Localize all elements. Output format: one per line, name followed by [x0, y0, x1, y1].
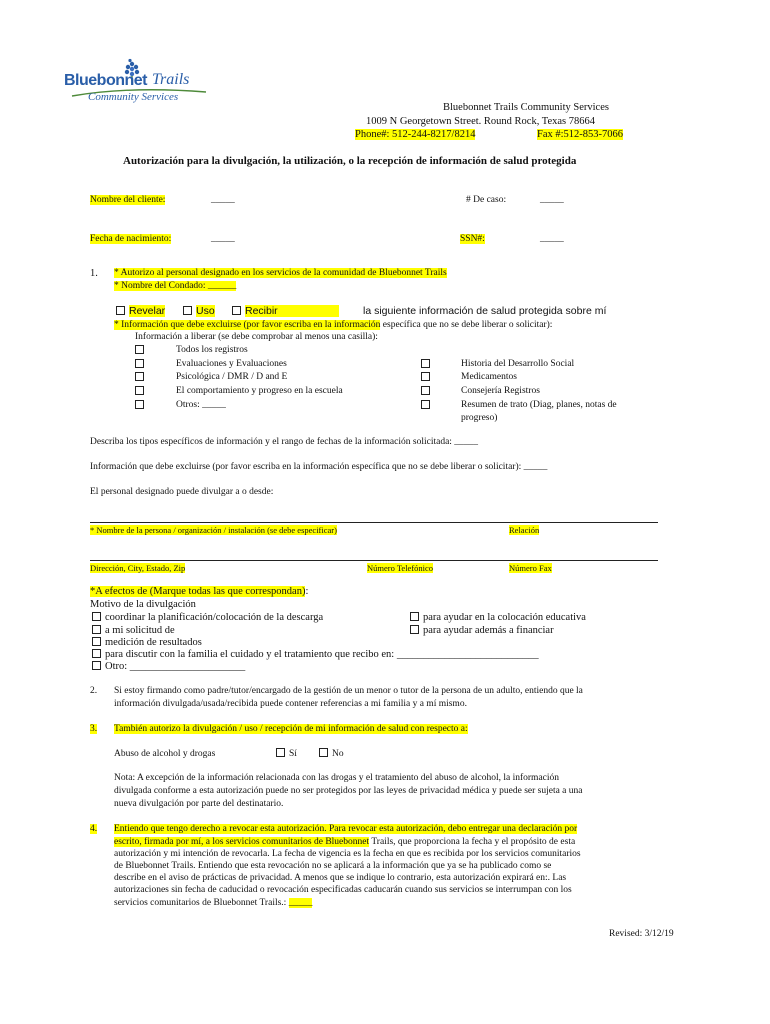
divider — [90, 560, 658, 561]
release-item-label[interactable]: Otros: _____ — [176, 400, 226, 410]
purpose-item-label: coordinar la planificación/colocación de la descarga — [105, 612, 324, 623]
uso-checkbox[interactable] — [183, 306, 192, 315]
release-item-label: Consejería Registros — [461, 386, 540, 396]
checkbox[interactable] — [410, 612, 419, 621]
checkbox[interactable] — [135, 345, 144, 354]
list-item[interactable] — [92, 625, 175, 636]
case-number-field[interactable]: _____ — [540, 195, 564, 205]
si-option[interactable] — [276, 748, 297, 759]
revelar-checkbox[interactable] — [116, 306, 125, 315]
checkbox[interactable] — [135, 386, 144, 395]
list-item[interactable] — [135, 400, 148, 411]
purpose-item-label: medición de resultados — [105, 637, 202, 648]
uso-label: Uso — [196, 305, 215, 317]
list-item[interactable] — [421, 386, 434, 397]
list-item[interactable] — [135, 359, 148, 370]
section-4-line: autorización y mi intención de revocarla. La fecha de vigencia es la fecha en que es recibida por los servicios comunitarios — [114, 849, 581, 859]
person-name-label: * Nombre de la persona / organización / instalación (se debe especificar) — [90, 525, 337, 535]
section-4-line: de Bluebonnet Trails. Entiendo que esta revocación no se aplicará a la información que ya se ha publicado como se — [114, 861, 552, 871]
section-2-number: 2. — [90, 686, 98, 696]
release-item-label: Todos los registros — [176, 345, 248, 355]
dob-field[interactable]: _____ — [211, 234, 235, 244]
org-phone: Phone#: 512-244-8217/8214 — [355, 129, 476, 140]
purpose-item-label[interactable]: Otro: ______________________ — [105, 661, 246, 672]
exclude-info-rest: específica que no se debe liberar o solicitar): — [380, 320, 553, 330]
section-4-line: autorizaciones sin fecha de caducidad o revocación especificadas caducarán cuando sus servicios se interrumpan con los — [114, 885, 572, 895]
note-line: nueva divulgación por parte del destinatario. — [114, 799, 284, 809]
release-item-label-cont: progreso) — [461, 413, 498, 423]
section-4-line: describe en el aviso de prácticas de privacidad. A menos que se indique lo contrario, esta autorización expirará en:. Las — [114, 873, 567, 883]
describe-info-line[interactable]: Describa los tipos específicos de información y el rango de fechas de la información solicitada: _____ — [90, 437, 479, 447]
section-4-highlight: escrito, firmada por mí, a los servicios comunitarios de Bluebonnet — [114, 837, 370, 847]
exclude-info-field[interactable]: Información que debe excluirse (por favor escriba en la información específica que no se debe liberar o solicitar): _____ — [90, 462, 548, 472]
section-4-line — [114, 837, 575, 847]
client-name-label: Nombre del cliente: — [90, 195, 166, 205]
dob-label: Fecha de nacimiento: — [90, 234, 172, 244]
purpose-item-label: a mi solicitud de — [105, 625, 175, 636]
list-item[interactable] — [92, 637, 202, 648]
list-item[interactable] — [92, 612, 323, 623]
checkbox[interactable] — [421, 400, 430, 409]
exclude-info-line — [114, 320, 552, 330]
release-item-label: El comportamiento y progreso en la escuela — [176, 386, 343, 396]
recibir-checkbox[interactable] — [232, 306, 241, 315]
org-name: Bluebonnet Trails Community Services — [443, 102, 609, 113]
purpose-item-label: para ayudar en la colocación educativa — [423, 612, 586, 623]
phone-label: Número Telefónico — [367, 563, 434, 573]
release-item-label: Evaluaciones y Evaluaciones — [176, 359, 287, 369]
release-item-label: Psicológica / DMR / D and E — [176, 372, 288, 382]
list-item[interactable] — [135, 386, 148, 397]
section-1-number: 1. — [90, 268, 98, 279]
divider — [90, 522, 658, 523]
section-3-text: También autorizo la divulgación / uso / recepción de mi información de salud con respecto a: — [114, 724, 468, 734]
personnel-line: El personal designado puede divulgar a o desde: — [90, 487, 274, 497]
relation-label: Relación — [509, 525, 540, 535]
purpose-motive: Motivo de la divulgación — [90, 599, 196, 610]
section-4-number: 4. — [90, 824, 98, 834]
section-3-number: 3. — [90, 724, 98, 734]
list-item[interactable] — [92, 649, 539, 660]
purpose-heading-colon: : — [305, 586, 309, 597]
note-line: Nota: A excepción de la información relacionada con las drogas y el tratamiento del abuso de alcohol, la información — [114, 773, 560, 783]
exclude-info-highlight: * Información que debe excluirse (por favor escriba en la información — [114, 320, 381, 330]
purpose-heading — [90, 586, 308, 597]
ssn-label: SSN#: — [460, 234, 485, 244]
logo — [64, 58, 214, 106]
county-line[interactable]: * Nombre del Condado: ______ — [114, 281, 237, 291]
address-label: Dirección, City, Estado, Zip — [90, 563, 186, 573]
list-item[interactable] — [421, 400, 434, 411]
abuse-label: Abuso de alcohol y drogas — [114, 749, 216, 759]
section-4-line: Entiendo que tengo derecho a revocar esta autorización. Para revocar esta autorización, debo entregar una declaración por — [114, 824, 578, 834]
section-4-last-text: servicios comunitarios de Bluebonnet Trails.: — [114, 898, 287, 908]
case-number-label: # De caso: — [466, 195, 507, 205]
list-item[interactable] — [135, 345, 148, 356]
no-label: No — [332, 749, 344, 759]
checkbox[interactable] — [135, 372, 144, 381]
checkbox[interactable] — [135, 359, 144, 368]
purpose-item-label: para ayudar además a financiar — [423, 625, 554, 636]
logo-name-bluebonnet: Bluebonnet — [64, 72, 147, 89]
section-4-line — [114, 898, 312, 908]
list-item[interactable] — [410, 625, 554, 636]
authorize-line: * Autorizo al personal designado en los servicios de la comunidad de Bluebonnet Trails — [114, 268, 447, 278]
recibir-label: Recibir — [245, 305, 278, 317]
si-checkbox[interactable] — [276, 748, 285, 757]
fax-label: Número Fax — [509, 563, 552, 573]
section-4-rest: Trails, que proporciona la fecha y el propósito de esta — [369, 837, 576, 847]
checkbox[interactable] — [421, 386, 430, 395]
uso-option[interactable] — [183, 305, 215, 317]
purpose-item-label[interactable]: para discutir con la familia el cuidado y el tratamiento que recibo en: ___________________________ — [105, 649, 539, 660]
revelar-option[interactable] — [116, 305, 165, 317]
checkbox[interactable] — [421, 372, 430, 381]
org-fax: Fax #:512-853-7066 — [537, 129, 624, 140]
purpose-heading-text: *A efectos de (Marque todas las que correspondan) — [90, 586, 306, 597]
list-item[interactable] — [410, 612, 586, 623]
following-info-text: la siguiente información de salud protegida sobre mí — [363, 305, 607, 317]
revised-date: Revised: 3/12/19 — [609, 929, 674, 939]
logo-name-trails: Trails — [152, 71, 190, 88]
checkbox[interactable] — [92, 649, 101, 658]
si-label: Sí — [289, 749, 297, 759]
checkbox[interactable] — [421, 359, 430, 368]
revelar-label: Revelar — [129, 305, 166, 317]
client-name-field[interactable]: _____ — [211, 195, 235, 205]
checkbox[interactable] — [410, 625, 419, 634]
logo-subtitle: Community Services — [88, 91, 179, 103]
release-item-label: Historia del Desarrollo Social — [461, 359, 575, 369]
checkbox[interactable] — [92, 637, 101, 646]
section-2-line: información divulgada/usada/recibida puede contener referencias a mi familia y a mí mismo. — [114, 699, 467, 709]
release-item-label: Resumen de trato (Diag, planes, notas de — [461, 400, 617, 410]
org-address: 1009 N Georgetown Street. Round Rock, Texas 78664 — [366, 116, 595, 127]
list-item[interactable] — [92, 661, 245, 672]
release-item-label: Medicamentos — [461, 372, 517, 382]
checkbox[interactable] — [135, 400, 144, 409]
list-item[interactable] — [421, 359, 434, 370]
release-info-label: Información a liberar (se debe comprobar al menos una casilla): — [135, 332, 378, 342]
checkbox[interactable] — [92, 625, 101, 634]
checkbox[interactable] — [92, 612, 101, 621]
list-item[interactable] — [421, 372, 434, 383]
checkbox[interactable] — [92, 661, 101, 670]
recibir-option[interactable] — [232, 305, 339, 317]
section-2-line: Si estoy firmando como padre/tutor/encargado de la gestión de un menor o tutor de la persona de un adulto, entiendo que la — [114, 686, 583, 696]
no-checkbox[interactable] — [319, 748, 328, 757]
ssn-field[interactable]: _____ — [540, 234, 564, 244]
note-line: divulgada conforme a esta autorización puede no ser protegidos por las leyes de privacidad médica y puede ser sujeta a una — [114, 786, 583, 796]
list-item[interactable] — [135, 372, 148, 383]
no-option[interactable] — [319, 748, 344, 759]
expiration-field[interactable]: _____ — [288, 898, 313, 908]
form-title: Autorización para la divulgación, la utilización, o la recepción de información de salud protegida — [123, 155, 577, 167]
